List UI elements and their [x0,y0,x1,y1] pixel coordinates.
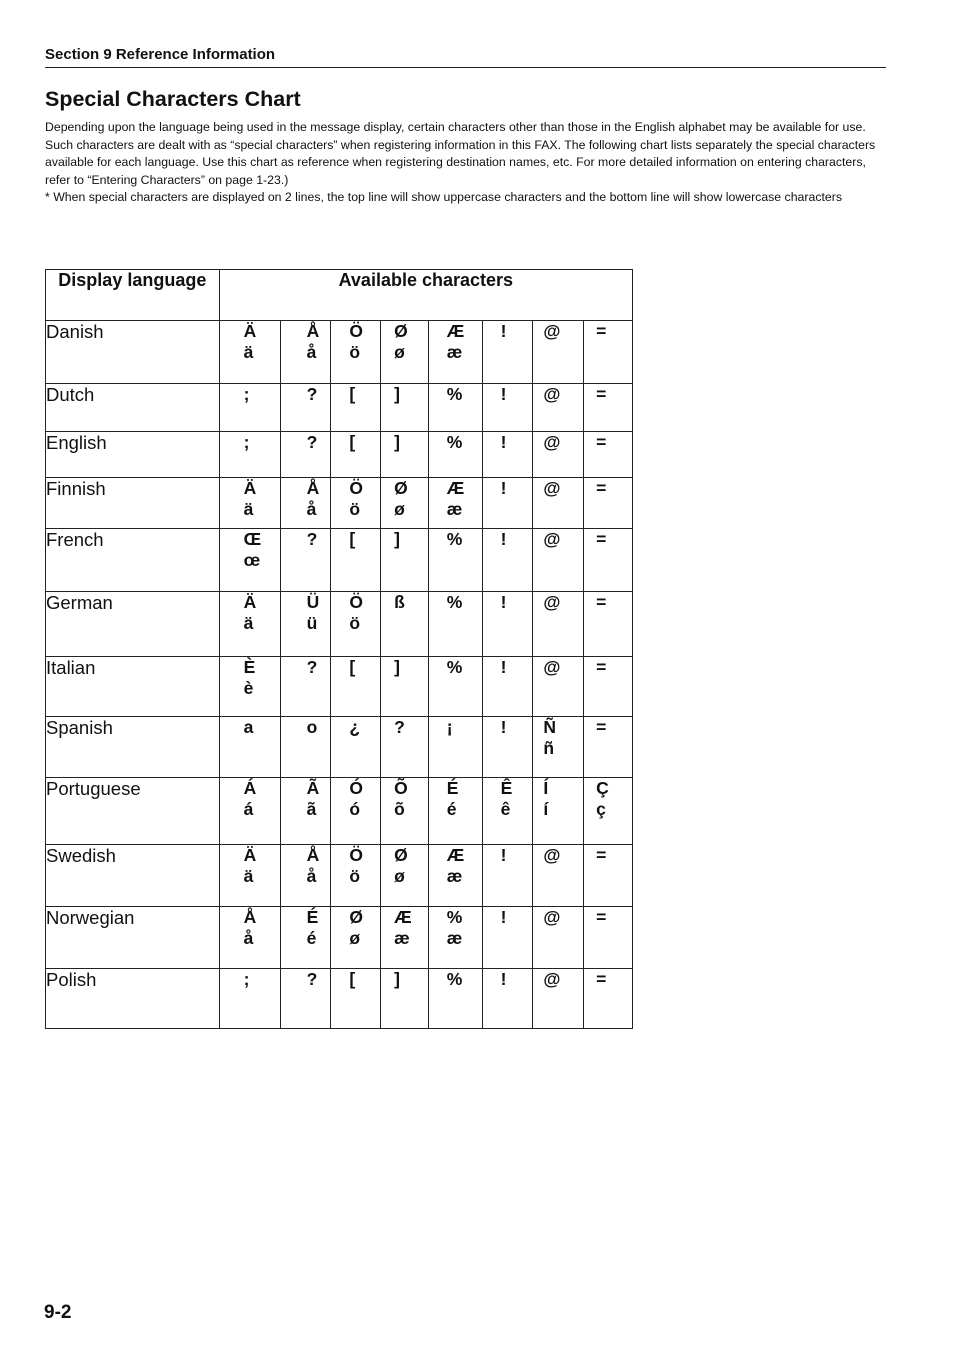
uppercase-character: = [596,321,607,341]
uppercase-character: ? [306,657,318,677]
character-cell [381,907,429,969]
character-cell [533,321,584,384]
uppercase-character: = [596,969,607,989]
uppercase-character: % [446,592,463,612]
table-row [46,384,633,432]
character-cell [482,384,533,432]
uppercase-character: ] [394,969,400,989]
character-cell [482,478,533,529]
character-cell [428,657,482,717]
character-cell [381,321,429,384]
lowercase-character: ó [349,799,361,819]
uppercase-character: ¿ [349,717,361,737]
uppercase-character: o [306,717,318,737]
uppercase-character: Æ [446,478,465,498]
uppercase-character: @ [543,321,561,341]
character-cell [428,321,482,384]
lowercase-character: ê [500,799,511,819]
character-cell [280,845,331,907]
uppercase-character: ? [306,969,318,989]
uppercase-character: = [596,907,607,927]
column-header-display-language: Display language [46,270,220,321]
character-cell [584,432,633,478]
character-cell [280,969,331,1029]
uppercase-character: [ [349,969,356,989]
character-cell [280,778,331,845]
lowercase-character: é [446,799,457,819]
uppercase-character: % [446,657,463,677]
lowercase-character: å [306,499,317,519]
uppercase-character: ? [306,529,318,549]
uppercase-character: ! [500,432,507,452]
uppercase-character: = [596,478,607,498]
character-cell [428,778,482,845]
character-cell [482,845,533,907]
lowercase-character: ø [394,499,405,519]
character-cell [584,529,633,592]
character-cell [331,432,381,478]
lowercase-character: ä [243,499,254,519]
character-cell [280,657,331,717]
table-row [46,778,633,845]
uppercase-character: a [243,717,254,737]
uppercase-character: Ø [394,845,408,865]
language-cell: Italian [46,657,220,717]
character-cell [482,969,533,1029]
lowercase-character: á [243,799,254,819]
uppercase-character: Ã [306,778,320,798]
character-cell [482,657,533,717]
character-cell [381,845,429,907]
uppercase-character: ! [500,592,507,612]
language-cell: Swedish [46,845,220,907]
lowercase-character: æ [446,499,463,519]
lowercase-character: ø [394,342,405,362]
character-cell [584,778,633,845]
table-row [46,845,633,907]
lowercase-character: å [243,928,254,948]
lowercase-character: í [543,799,549,819]
uppercase-character: Ä [243,478,257,498]
character-cell [584,969,633,1029]
table-row [46,907,633,969]
uppercase-character: % [446,384,463,404]
lowercase-character: å [306,342,317,362]
special-characters-table [45,269,633,1029]
uppercase-character: Å [306,845,320,865]
uppercase-character: @ [543,432,561,452]
uppercase-character: È [243,657,256,677]
character-cell [331,478,381,529]
lowercase-character: ö [349,499,361,519]
character-cell [428,384,482,432]
character-cell [428,478,482,529]
uppercase-character: É [306,907,319,927]
lowercase-character: ö [349,613,361,633]
uppercase-character: ; [243,384,250,404]
uppercase-character: ! [500,907,507,927]
uppercase-character: @ [543,478,561,498]
character-cell [219,478,280,529]
character-cell [533,717,584,778]
uppercase-character: Ü [306,592,320,612]
uppercase-character: ß [394,592,405,612]
uppercase-character: ¡ [446,717,453,737]
table-row [46,432,633,478]
uppercase-character: [ [349,432,356,452]
character-cell [280,717,331,778]
character-cell [219,592,280,657]
character-cell [428,969,482,1029]
character-cell [584,845,633,907]
character-cell [584,907,633,969]
character-cell [219,384,280,432]
lowercase-character: ö [349,866,361,886]
uppercase-character: % [446,907,463,927]
character-cell [280,478,331,529]
character-cell [381,432,429,478]
language-cell: Finnish [46,478,220,529]
section-header [45,46,886,68]
uppercase-character: ] [394,529,400,549]
character-cell [219,717,280,778]
language-cell: Norwegian [46,907,220,969]
uppercase-character: % [446,969,463,989]
lowercase-character: ü [306,613,318,633]
character-cell [584,657,633,717]
lowercase-character: è [243,678,254,698]
character-cell [219,432,280,478]
lowercase-character: æ [446,928,463,948]
uppercase-character: [ [349,384,356,404]
lowercase-character: æ [446,866,463,886]
uppercase-character: [ [349,657,356,677]
character-cell [219,845,280,907]
uppercase-character: Ö [349,592,363,612]
table-row [46,478,633,529]
character-cell [584,321,633,384]
table-row [46,969,633,1029]
character-cell [482,907,533,969]
uppercase-character: Å [243,907,257,927]
page-title: Special Characters Chart [45,87,301,111]
table-row [46,717,633,778]
character-cell [533,907,584,969]
language-cell: French [46,529,220,592]
character-cell [381,717,429,778]
character-cell [533,384,584,432]
uppercase-character: @ [543,384,561,404]
character-cell [381,969,429,1029]
language-cell: Polish [46,969,220,1029]
uppercase-character: Ç [596,778,609,798]
uppercase-character: Œ [243,529,262,549]
character-cell [533,969,584,1029]
lowercase-character: ä [243,342,254,362]
character-cell [584,478,633,529]
character-cell [428,432,482,478]
character-cell [428,529,482,592]
character-cell [482,529,533,592]
character-cell [219,321,280,384]
uppercase-character: @ [543,969,561,989]
character-cell [533,529,584,592]
character-cell [533,432,584,478]
uppercase-character: ! [500,384,507,404]
uppercase-character: ! [500,478,507,498]
uppercase-character: = [596,845,607,865]
uppercase-character: Ö [349,845,363,865]
language-cell: Danish [46,321,220,384]
character-cell [280,384,331,432]
lowercase-character: å [306,866,317,886]
uppercase-character: Í [543,778,549,798]
character-cell [428,717,482,778]
uppercase-character: ! [500,717,507,737]
character-cell [584,592,633,657]
lowercase-character: æ [446,342,463,362]
uppercase-character: ? [306,384,318,404]
lowercase-character: æ [394,928,410,948]
character-cell [381,592,429,657]
character-cell [482,778,533,845]
character-cell [482,592,533,657]
uppercase-character: Ä [243,592,257,612]
language-cell: English [46,432,220,478]
character-cell [331,845,381,907]
character-cell [482,321,533,384]
character-cell [533,845,584,907]
uppercase-character: Õ [394,778,408,798]
uppercase-character: = [596,529,607,549]
table-row [46,529,633,592]
character-cell [381,778,429,845]
lowercase-character: ø [394,866,405,886]
language-cell: Portuguese [46,778,220,845]
character-cell [381,529,429,592]
character-cell [381,478,429,529]
uppercase-character: Ö [349,478,363,498]
character-cell [219,778,280,845]
language-cell: Spanish [46,717,220,778]
character-cell [219,907,280,969]
uppercase-character: ] [394,657,400,677]
uppercase-character: Æ [394,907,412,927]
lowercase-character: é [306,928,317,948]
uppercase-character: @ [543,592,561,612]
uppercase-character: Ñ [543,717,557,737]
table-row [46,321,633,384]
lowercase-character: ö [349,342,361,362]
uppercase-character: ! [500,529,507,549]
character-cell [280,907,331,969]
uppercase-character: Ä [243,845,257,865]
intro-paragraph: Depending upon the language being used in the message display, certain characters other than those in the English alphabet may be available for use. Such characters are dealt with as “special characters” when registering information in this FAX. The following chart lists separately the special characters available for each language. Use this chart as reference when registering destination names, etc. For more detailed information on entering characters, refer to “Entering Characters” on page 1-23.) [45,120,876,187]
uppercase-character: É [446,778,459,798]
uppercase-character: @ [543,845,561,865]
character-cell [331,969,381,1029]
uppercase-character: Ø [394,321,408,341]
character-cell [280,529,331,592]
uppercase-character: ] [394,432,400,452]
column-header-available-characters: Available characters [219,270,632,321]
character-cell [331,907,381,969]
uppercase-character: Å [306,321,320,341]
uppercase-character: Ó [349,778,363,798]
character-cell [280,592,331,657]
character-cell [381,657,429,717]
uppercase-character: = [596,657,607,677]
lowercase-character: õ [394,799,405,819]
uppercase-character: ! [500,657,507,677]
uppercase-character: ; [243,969,250,989]
language-cell: German [46,592,220,657]
character-cell [533,778,584,845]
character-cell [428,907,482,969]
character-cell [331,778,381,845]
lowercase-character: ç [596,799,606,819]
character-cell [280,432,331,478]
character-cell [428,592,482,657]
uppercase-character: @ [543,529,561,549]
character-cell [331,529,381,592]
uppercase-character: ! [500,321,507,341]
uppercase-character: Ö [349,321,363,341]
page-number: 9-2 [44,1302,72,1323]
character-cell [533,592,584,657]
uppercase-character: Å [306,478,320,498]
uppercase-character: Ø [349,907,363,927]
intro-note: * When special characters are displayed on 2 lines, the top line will show uppercase characters and the bottom line will show lowercase characters [45,190,842,205]
lowercase-character: ä [243,613,254,633]
table-row [46,592,633,657]
character-cell [533,478,584,529]
lowercase-character: ø [349,928,361,948]
character-cell [219,529,280,592]
uppercase-character: ! [500,845,507,865]
character-cell [584,717,633,778]
character-cell [331,657,381,717]
table-body [46,321,633,1029]
uppercase-character: = [596,384,607,404]
character-cell [584,384,633,432]
character-cell [533,657,584,717]
character-cell [331,321,381,384]
language-cell: Dutch [46,384,220,432]
character-cell [381,384,429,432]
uppercase-character: ? [306,432,318,452]
character-cell [331,384,381,432]
uppercase-character: = [596,592,607,612]
intro-text [45,119,887,207]
uppercase-character: ? [394,717,405,737]
uppercase-character: = [596,432,607,452]
character-cell [428,845,482,907]
uppercase-character: ! [500,969,507,989]
uppercase-character: Ä [243,321,257,341]
uppercase-character: ] [394,384,400,404]
uppercase-character: = [596,717,607,737]
uppercase-character: Á [243,778,257,798]
uppercase-character: Ê [500,778,513,798]
character-cell [331,592,381,657]
character-cell [482,717,533,778]
uppercase-character: Æ [446,845,465,865]
lowercase-character: ñ [543,738,555,758]
section-header-text: Section 9 Reference Information [45,46,276,63]
uppercase-character: @ [543,907,561,927]
table-row [46,657,633,717]
character-cell [331,717,381,778]
character-cell [219,657,280,717]
uppercase-character: [ [349,529,356,549]
lowercase-character: œ [243,550,261,570]
uppercase-character: Ø [394,478,408,498]
uppercase-character: @ [543,657,561,677]
lowercase-character: ä [243,866,254,886]
character-cell [482,432,533,478]
character-cell [280,321,331,384]
uppercase-character: Æ [446,321,465,341]
uppercase-character: ; [243,432,250,452]
character-cell [219,969,280,1029]
uppercase-character: % [446,529,463,549]
uppercase-character: % [446,432,463,452]
table-header-row [46,270,633,321]
lowercase-character: ã [306,799,317,819]
